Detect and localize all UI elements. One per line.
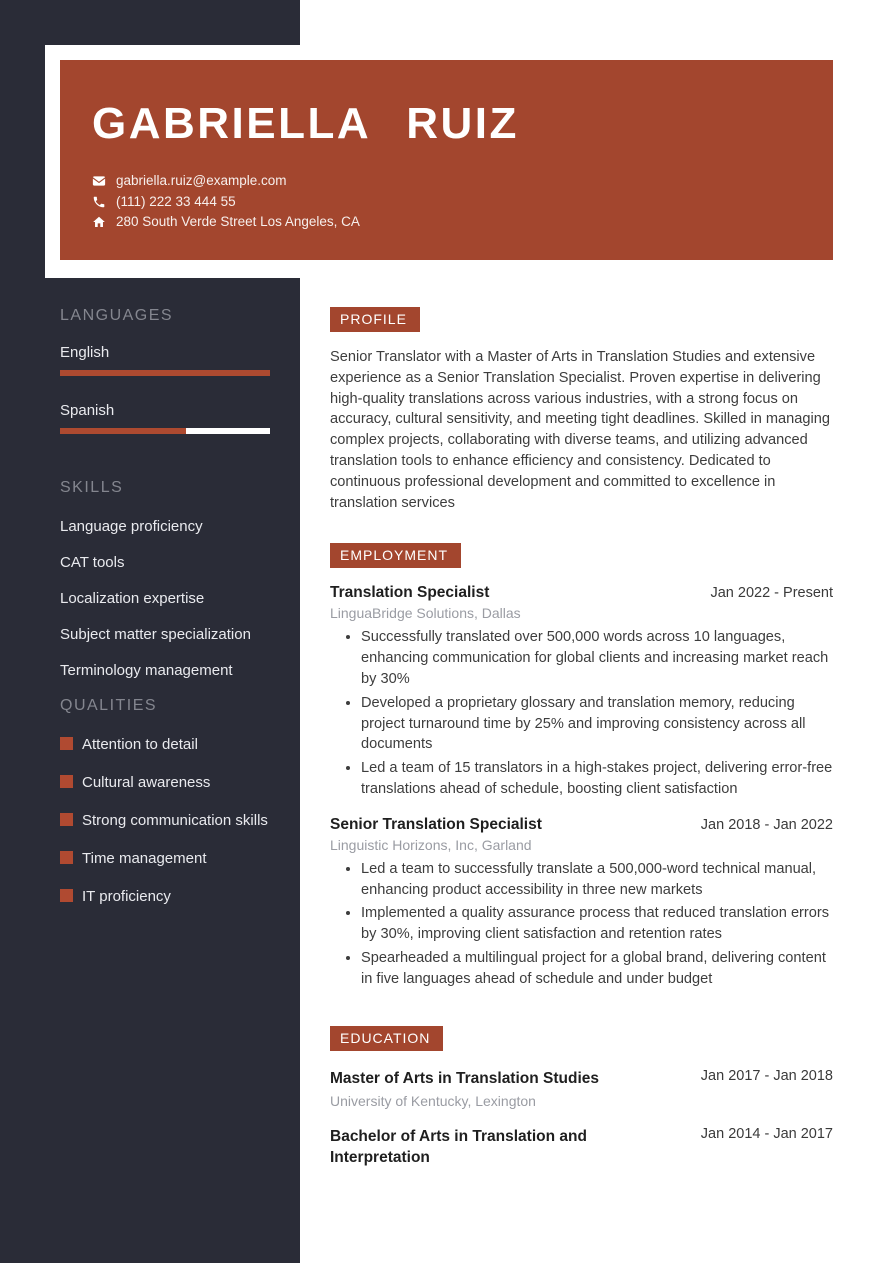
- skills-section: [60, 479, 270, 681]
- contact-email-text: gabriella.ruiz@example.com: [116, 173, 287, 188]
- language-item-spanish: [60, 402, 270, 434]
- quality-item: [60, 734, 270, 755]
- education-heading-badge: EDUCATION: [330, 1026, 443, 1051]
- profile-section: [330, 307, 833, 513]
- languages-section: [60, 307, 270, 434]
- language-bar-fill: [60, 370, 270, 376]
- quality-item: [60, 886, 270, 907]
- skill-item: Language proficiency: [60, 518, 203, 535]
- job-title: Senior Translation Specialist: [330, 815, 542, 833]
- job-bullet: • Spearheaded a multilingual project for a global brand, delivering content in five languages ahead of schedule and under budget: [361, 948, 833, 990]
- qualities-section: [60, 697, 270, 907]
- education-entry-1: [330, 1068, 833, 1109]
- quality-label: Strong communication skills: [82, 812, 268, 829]
- employment-heading-badge: EMPLOYMENT: [330, 543, 461, 568]
- quality-item: [60, 810, 270, 831]
- skills-heading: SKILLS: [60, 479, 124, 496]
- job-header-row: [330, 584, 833, 602]
- job-dates: Jan 2018 - Jan 2022: [700, 816, 833, 833]
- qualities-heading: QUALITIES: [60, 697, 158, 714]
- home-icon: [92, 215, 106, 229]
- job-dates: Jan 2022 - Present: [710, 585, 833, 602]
- header-banner: [60, 60, 833, 260]
- education-dates: Jan 2014 - Jan 2017: [700, 1125, 833, 1142]
- square-bullet-icon: [60, 889, 73, 902]
- job-bullet: • Successfully translated over 500,000 words across 10 languages, enhancing communication for global clients and increasing market reach by 30%: [361, 627, 833, 689]
- square-bullet-icon: [60, 813, 73, 826]
- candidate-name: GABRIELLA RUIZ: [92, 99, 519, 148]
- language-bar-spanish: [60, 428, 270, 434]
- job-entry-1: [330, 584, 833, 799]
- language-bar-fill: [60, 428, 186, 434]
- contact-list: [92, 171, 803, 233]
- degree-title: Master of Arts in Translation Studies: [330, 1069, 600, 1087]
- job-company: Linguistic Horizons, Inc, Garland: [330, 836, 532, 853]
- contact-address-row: [92, 212, 803, 233]
- job-company: LinguaBridge Solutions, Dallas: [330, 605, 521, 622]
- language-item-english: [60, 344, 270, 376]
- envelope-icon: [92, 174, 106, 188]
- square-bullet-icon: [60, 851, 73, 864]
- contact-address-text: 280 South Verde Street Los Angeles, CA: [116, 214, 360, 229]
- language-label: Spanish: [60, 402, 115, 419]
- job-entry-2: [330, 816, 833, 990]
- education-entry-2: [330, 1126, 833, 1168]
- school-name: University of Kentucky, Lexington: [330, 1092, 536, 1109]
- main-column: [330, 307, 833, 1168]
- skill-item: CAT tools: [60, 554, 125, 571]
- languages-heading: LANGUAGES: [60, 307, 174, 324]
- skill-item: Terminology management: [60, 662, 233, 679]
- language-bar-english: [60, 370, 270, 376]
- degree-title: Bachelor of Arts in Translation and Interpretation: [330, 1127, 587, 1166]
- job-title: Translation Specialist: [330, 584, 490, 602]
- skill-item: Localization expertise: [60, 590, 205, 607]
- skill-item: Subject matter specialization: [60, 626, 251, 643]
- job-bullet: • Implemented a quality assurance process that reduced translation errors by 30%, improving client satisfaction and retention rates: [361, 903, 833, 945]
- quality-label: IT proficiency: [82, 888, 171, 905]
- sidebar: [60, 307, 270, 924]
- square-bullet-icon: [60, 737, 73, 750]
- phone-icon: [92, 195, 106, 209]
- language-label: English: [60, 344, 110, 361]
- quality-label: Attention to detail: [82, 736, 198, 753]
- job-bullet: • Led a team of 15 translators in a high-stakes project, delivering error-free translations ahead of schedule, boosting client satisfaction: [361, 758, 833, 800]
- quality-label: Time management: [82, 850, 207, 867]
- profile-text: Senior Translator with a Master of Arts in Translation Studies and extensive experience as a Senior Translation Specialist. Proven expertise in delivering high-quality translations across various industries, with a strong focus on accuracy, cultural sensitivity, and meeting tight deadlines. Skilled in managing complex projects, collaborating with diverse teams, and utilizing advanced translation tools to enhance efficiency and consistency. Dedicated to continuous professional development and committed to excellence in translation services: [330, 349, 830, 511]
- job-bullet-list: [330, 627, 833, 799]
- contact-email-row: [92, 171, 803, 192]
- square-bullet-icon: [60, 775, 73, 788]
- quality-item: [60, 848, 270, 869]
- quality-item: [60, 772, 270, 793]
- contact-phone-row: [92, 192, 803, 213]
- education-entry-left: [330, 1068, 680, 1109]
- job-bullet-list: [330, 859, 833, 990]
- education-entry-left: [330, 1126, 680, 1168]
- job-bullet: • Led a team to successfully translate a 500,000-word technical manual, enhancing product accessibility in three new markets: [361, 859, 833, 901]
- employment-section: [330, 543, 833, 989]
- quality-label: Cultural awareness: [82, 774, 211, 791]
- contact-phone-text: (111) 222 33 444 55: [116, 193, 236, 209]
- education-dates: Jan 2017 - Jan 2018: [700, 1067, 833, 1084]
- job-header-row: [330, 816, 833, 834]
- profile-heading-badge: PROFILE: [330, 307, 420, 332]
- education-section: [330, 1026, 833, 1168]
- job-bullet: • Developed a proprietary glossary and translation memory, reducing project turnaround time by 25% and improving consistency across all documents: [361, 693, 833, 755]
